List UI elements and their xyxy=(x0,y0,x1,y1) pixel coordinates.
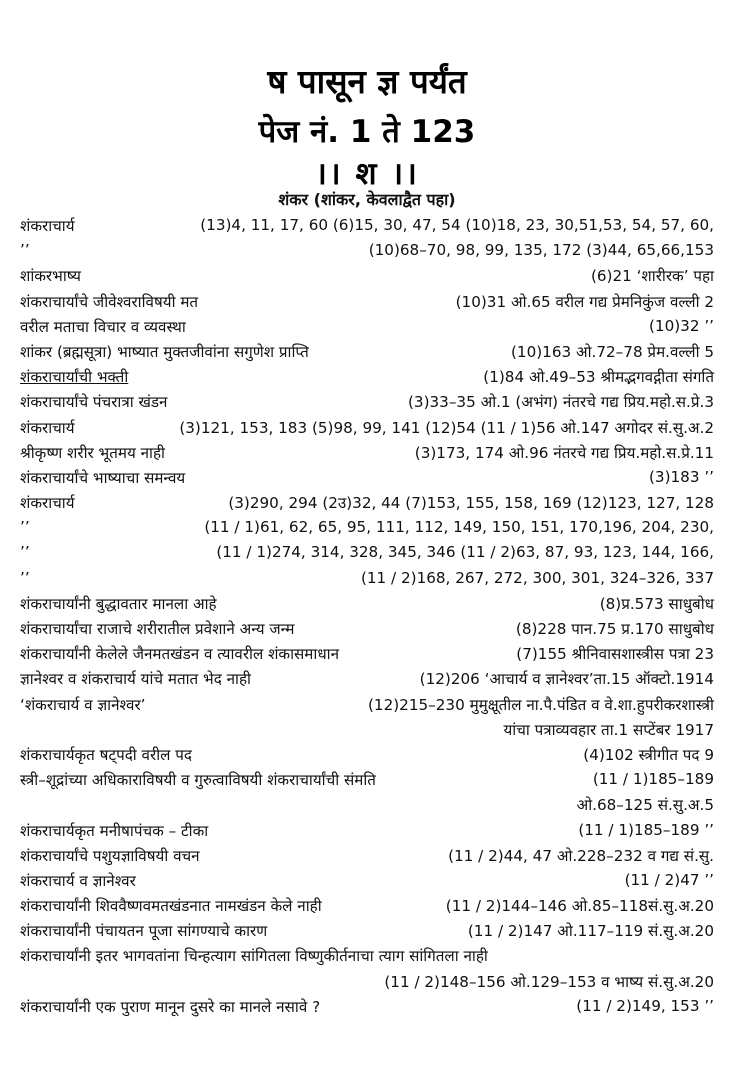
entry-references: (11 / 2)147 ओ.117–119 सं.सु.अ.20 xyxy=(467,922,714,941)
entry-term: शंकराचार्यांचे पशुयज्ञाविषयी वचन xyxy=(20,846,200,865)
index-entry xyxy=(20,868,714,893)
index-entry xyxy=(20,692,714,717)
entry-term: शंकराचार्यांनी एक पुराण मानून दुसरे का मानले नसावे ? xyxy=(20,997,321,1016)
index-entry xyxy=(20,314,714,339)
entry-references: (11 / 2)149, 153 ’’ xyxy=(576,996,714,1015)
entry-references: (6)21 ‘शारीरक’ पहा xyxy=(590,267,714,286)
entry-references: (11 / 2)47 ’’ xyxy=(624,870,714,889)
entry-references: (11 / 2)168, 267, 272, 300, 301, 324–326, 337 xyxy=(360,568,714,587)
index-entry xyxy=(20,742,714,767)
index-entry xyxy=(20,591,714,616)
entry-references: ओ.68–125 सं.सु.अ.5 xyxy=(576,796,714,815)
entry-references: (10)32 ’’ xyxy=(649,316,714,335)
index-entry xyxy=(20,943,714,968)
entry-term: शंकराचार्यांनी बुद्धावतार मानला आहे xyxy=(20,594,217,613)
index-entry xyxy=(20,893,714,918)
entry-references: (4)102 स्त्रीगीत पद 9 xyxy=(583,745,714,764)
entry-references: (11 / 1)185–189 xyxy=(592,770,714,789)
entry-references: (12)206 ‘आचार्य व ज्ञानेश्वर’ता.15 ऑक्टो.1914 xyxy=(419,670,714,689)
entry-references: (11 / 2)44, 47 ओ.228–232 व गद्य सं.सु. xyxy=(448,846,714,865)
entry-term: ‘शंकराचार्य व ज्ञानेश्वर’ xyxy=(20,695,146,714)
entry-term: शंकराचार्यांची भक्ती xyxy=(20,368,129,387)
index-entry xyxy=(20,843,714,868)
index-entry xyxy=(20,339,714,364)
index-entry xyxy=(20,289,714,314)
section-heading: शंकर (शांकर, केवलाद्वैत पहा) xyxy=(278,190,456,209)
entry-references: (8)प्र.573 साधुबोध xyxy=(599,594,714,613)
index-entry xyxy=(20,566,714,591)
entry-term: शंकराचार्यांचे पंचरात्रा खंडन xyxy=(20,393,168,412)
entry-references: (13)4, 11, 17, 60 (6)15, 30, 47, 54 (10)18, 23, 30,51,53, 54, 57, 60, xyxy=(200,216,714,234)
index-entry xyxy=(20,918,714,943)
letter-heading: ।। श ।। xyxy=(315,156,419,192)
index-entry xyxy=(20,465,714,490)
entry-term: ’’ xyxy=(20,568,30,587)
entry-term: वरील मताचा विचार व व्यवस्था xyxy=(20,317,186,336)
page-title: ष पासून ज्ञ पर्यंत xyxy=(267,62,467,101)
entry-term: शंकराचार्यकृत षट्पदी वरील पद xyxy=(20,745,192,764)
entry-term: शंकराचार्यांनी केलेले जैनमतखंडन व त्यावरील शंकासमाधान xyxy=(20,645,340,664)
entry-references: (11 / 2)148–156 ओ.129–153 व भाष्य सं.सु.अ.20 xyxy=(384,972,714,991)
entry-references: (3)33–35 ओ.1 (अभंग) नंतरचे गद्य प्रिय.महो.स.प्रे.3 xyxy=(407,393,714,412)
entry-term: शंकराचार्य xyxy=(20,418,75,437)
entry-references: (11 / 1)61, 62, 65, 95, 111, 112, 149, 150, 151, 170,196, 204, 230, xyxy=(204,518,714,537)
entry-references: (7)155 श्रीनिवासशास्त्रीस पत्रा 23 xyxy=(516,645,714,664)
entry-references: (10)163 ओ.72–78 प्रेम.वल्ली 5 xyxy=(511,342,714,361)
entry-references: (3)183 ’’ xyxy=(649,467,714,486)
entry-term: शंकराचार्य xyxy=(20,217,75,235)
page-range-title: पेज नं. 1 ते 123 xyxy=(258,114,476,150)
entry-term: ’’ xyxy=(20,241,30,260)
entry-references: (10)68–70, 98, 99, 135, 172 (3)44, 65,66,153 xyxy=(368,241,714,260)
index-entry xyxy=(20,717,714,742)
index-entry xyxy=(20,994,714,1019)
entry-term: शंकराचार्यांनी शिववैष्णवमतखंडनात नामखंडन केले नाही xyxy=(20,897,322,916)
entry-term: ’’ xyxy=(20,518,30,537)
index-entry xyxy=(20,364,714,389)
entry-references: (8)228 पान.75 प्र.170 साधुबोध xyxy=(515,620,714,638)
entry-references: यांचा पत्राव्यवहार ता.1 सप्टेंबर 1917 xyxy=(503,720,714,739)
index-entry xyxy=(20,490,714,515)
entry-references: (11 / 2)144–146 ओ.85–118सं.सु.अ.20 xyxy=(445,897,714,916)
entry-references: (1)84 ओ.49–53 श्रीमद्भगवद्गीता संगति xyxy=(483,368,714,387)
index-entry xyxy=(20,389,714,414)
entry-references: (10)31 ओ.65 वरील गद्य प्रेमनिकुंज वल्ली 2 xyxy=(455,292,714,311)
entry-term: शांकरभाष्य xyxy=(20,267,81,286)
index-entry xyxy=(20,540,714,565)
index-entry xyxy=(20,616,714,641)
entry-references: (3)121, 153, 183 (5)98, 99, 141 (12)54 (11 / 1)56 ओ.147 अगोदर सं.सु.अ.2 xyxy=(179,418,714,437)
entry-term: शंकराचार्यांनी पंचायतन पूजा सांगण्याचे कारण xyxy=(20,922,268,941)
entry-references: (11 / 1)185–189 ’’ xyxy=(578,820,714,839)
entry-term: शंकराचार्यकृत मनीषापंचक – टीका xyxy=(20,821,209,840)
entry-term: शंकराचार्य xyxy=(20,494,75,513)
index-entry xyxy=(20,666,714,691)
entry-term: ’’ xyxy=(20,543,30,562)
index-entry xyxy=(20,767,714,792)
index-entry xyxy=(20,440,714,465)
entry-term: शांकर (ब्रह्मसूत्रा) भाष्यात मुक्तजीवांना सगुणेश प्राप्ति xyxy=(20,342,309,361)
index-entry xyxy=(20,213,714,238)
entry-references: (11 / 1)274, 314, 328, 345, 346 (11 / 2)63, 87, 93, 123, 144, 166, xyxy=(216,543,714,562)
index-entry xyxy=(20,238,714,263)
entry-term: श्रीकृष्ण शरीर भूतमय नाही xyxy=(20,443,165,462)
entry-term: शंकराचार्यांनी इतर भागवतांना चिन्हत्याग सांगितला विष्णुकीर्तनाचा त्याग सांगितला नाही xyxy=(20,947,488,966)
entry-term: शंकराचार्यांचा राजाचे शरीरातील प्रवेशाने अन्य जन्म xyxy=(20,620,295,638)
index-entry xyxy=(20,515,714,540)
index-entry xyxy=(20,641,714,666)
entry-term: स्त्री–शूद्रांच्या अधिकाराविषयी व गुरुत्वाविषयी शंकराचार्यांची संमति xyxy=(20,771,376,790)
entry-term: शंकराचार्यांचे जीवेश्वराविषयी मत xyxy=(20,292,199,311)
entry-term: शंकराचार्यांचे भाष्याचा समन्वय xyxy=(20,468,186,487)
entry-term: शंकराचार्य व ज्ञानेश्वर xyxy=(20,871,136,890)
index-entry xyxy=(20,818,714,843)
index-entry xyxy=(20,415,714,440)
index-entry xyxy=(20,263,714,288)
entry-term: ज्ञानेश्वर व शंकराचार्य यांचे मतात भेद नाही xyxy=(20,670,251,689)
index-entries xyxy=(20,213,714,1019)
entry-references: (3)173, 174 ओ.96 नंतरचे गद्य प्रिय.महो.स.प्रे.11 xyxy=(414,443,714,462)
index-entry xyxy=(20,792,714,817)
entry-references: (12)215–230 मुमुक्षूतील ना.पै.पंडित व वे.शा.हुपरीकरशास्त्री xyxy=(368,695,714,714)
entry-references: (3)290, 294 (2उ)32, 44 (7)153, 155, 158, 169 (12)123, 127, 128 xyxy=(228,494,714,513)
index-entry xyxy=(20,969,714,994)
